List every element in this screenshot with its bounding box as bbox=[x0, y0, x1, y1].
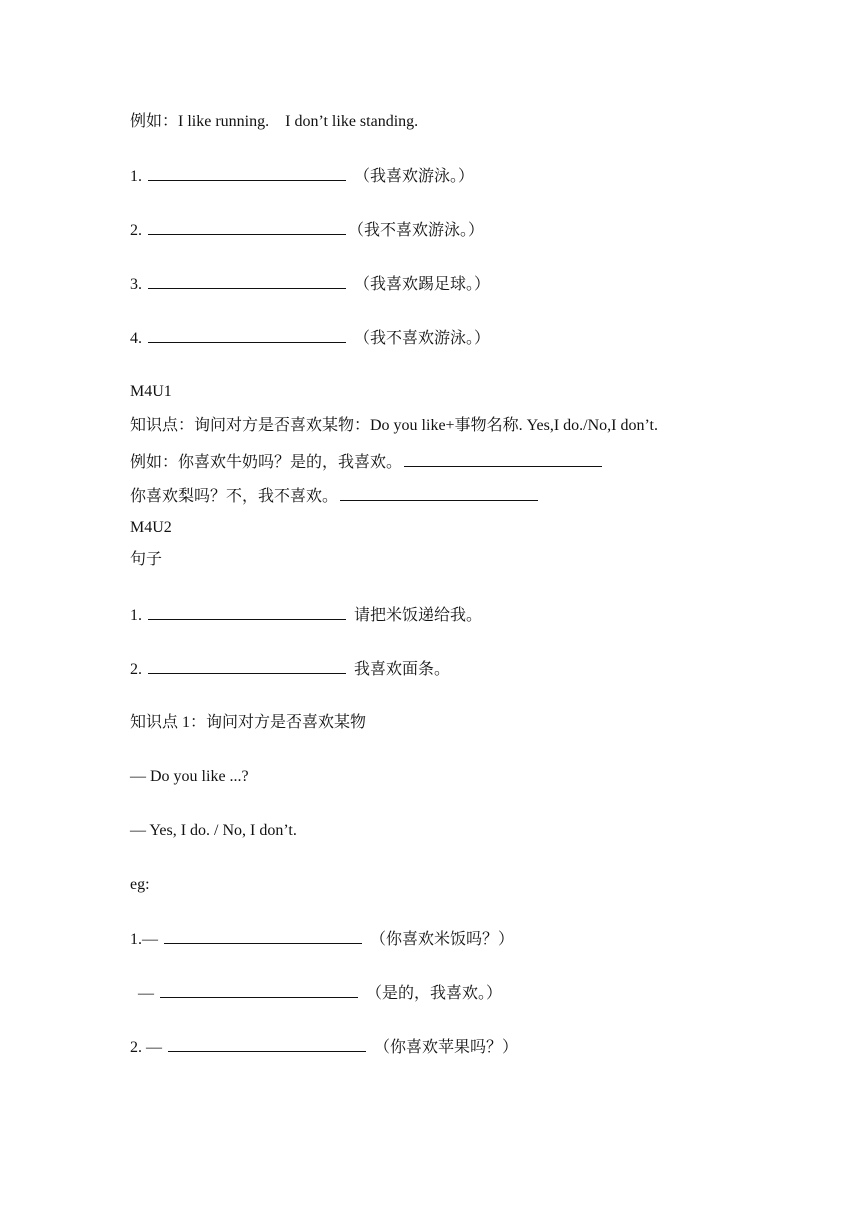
exercise-number: 3. bbox=[130, 276, 142, 293]
exercise-number: 2. bbox=[130, 222, 142, 239]
knowledge-point-1: 知识点 1：询问对方是否喜欢某物 bbox=[130, 714, 367, 731]
answer-blank[interactable] bbox=[168, 1037, 366, 1052]
sentence-number: 1. bbox=[130, 607, 142, 624]
exercise-number: 4. bbox=[130, 330, 142, 347]
exercise-hint: （我不喜欢游泳。） bbox=[354, 330, 491, 347]
answer-blank[interactable] bbox=[148, 220, 346, 235]
example-sentence-1: I like running. bbox=[178, 113, 270, 130]
eg-hint: （你喜欢苹果吗？） bbox=[374, 1039, 519, 1056]
eg-item bbox=[130, 983, 502, 1004]
exercise-hint: （我喜欢踢足球。） bbox=[354, 276, 491, 293]
example-label: 例如： bbox=[130, 113, 179, 130]
eg-hint: （是的，我喜欢。） bbox=[366, 985, 503, 1002]
exercise-item bbox=[130, 274, 490, 295]
pattern-question: — Do you like ...? bbox=[130, 768, 249, 785]
eg-prefix: 2. — bbox=[130, 1039, 162, 1056]
answer-blank[interactable] bbox=[148, 605, 346, 620]
answer-blank[interactable] bbox=[164, 929, 362, 944]
example-intro bbox=[130, 112, 418, 132]
sentence-item bbox=[130, 605, 482, 626]
example-text: 你喜欢梨吗？不，我不喜欢。 bbox=[130, 488, 339, 505]
sentence-number: 2. bbox=[130, 661, 142, 678]
example-line bbox=[130, 486, 540, 507]
answer-blank[interactable] bbox=[148, 166, 346, 181]
sentences-label: 句子 bbox=[130, 551, 163, 568]
answer-blank[interactable] bbox=[148, 659, 346, 674]
example-sentence-2: I don’t like standing. bbox=[285, 113, 419, 130]
sentence-item bbox=[130, 659, 450, 680]
answer-blank[interactable] bbox=[160, 983, 358, 998]
eg-prefix: — bbox=[130, 985, 154, 1002]
answer-blank[interactable] bbox=[148, 274, 346, 289]
example-text: 例如：你喜欢牛奶吗？是的，我喜欢。 bbox=[130, 454, 403, 471]
eg-item bbox=[130, 1037, 518, 1058]
exercise-item bbox=[130, 220, 484, 241]
answer-blank[interactable] bbox=[404, 452, 602, 467]
eg-hint: （你喜欢米饭吗？） bbox=[370, 931, 515, 948]
answer-blank[interactable] bbox=[148, 328, 346, 343]
exercise-hint: （我喜欢游泳。） bbox=[354, 168, 475, 185]
eg-prefix: 1.— bbox=[130, 931, 158, 948]
exercise-item bbox=[130, 328, 490, 349]
eg-label: eg: bbox=[130, 876, 150, 893]
exercise-number: 1. bbox=[130, 168, 142, 185]
answer-blank[interactable] bbox=[340, 486, 538, 501]
section-heading-m4u2: M4U2 bbox=[130, 519, 172, 536]
exercise-hint: （我不喜欢游泳。） bbox=[348, 222, 485, 239]
sentence-hint: 我喜欢面条。 bbox=[354, 661, 451, 678]
pattern-answer: — Yes, I do. / No, I don’t. bbox=[130, 822, 297, 839]
example-line bbox=[130, 452, 604, 473]
section-heading-m4u1: M4U1 bbox=[130, 383, 172, 400]
exercise-item bbox=[130, 166, 474, 187]
eg-item bbox=[130, 929, 514, 950]
sentence-hint: 请把米饭递给我。 bbox=[354, 607, 483, 624]
knowledge-point: 知识点：询问对方是否喜欢某物：Do you like+事物名称. Yes,I do./No,I don’t. bbox=[130, 417, 658, 434]
